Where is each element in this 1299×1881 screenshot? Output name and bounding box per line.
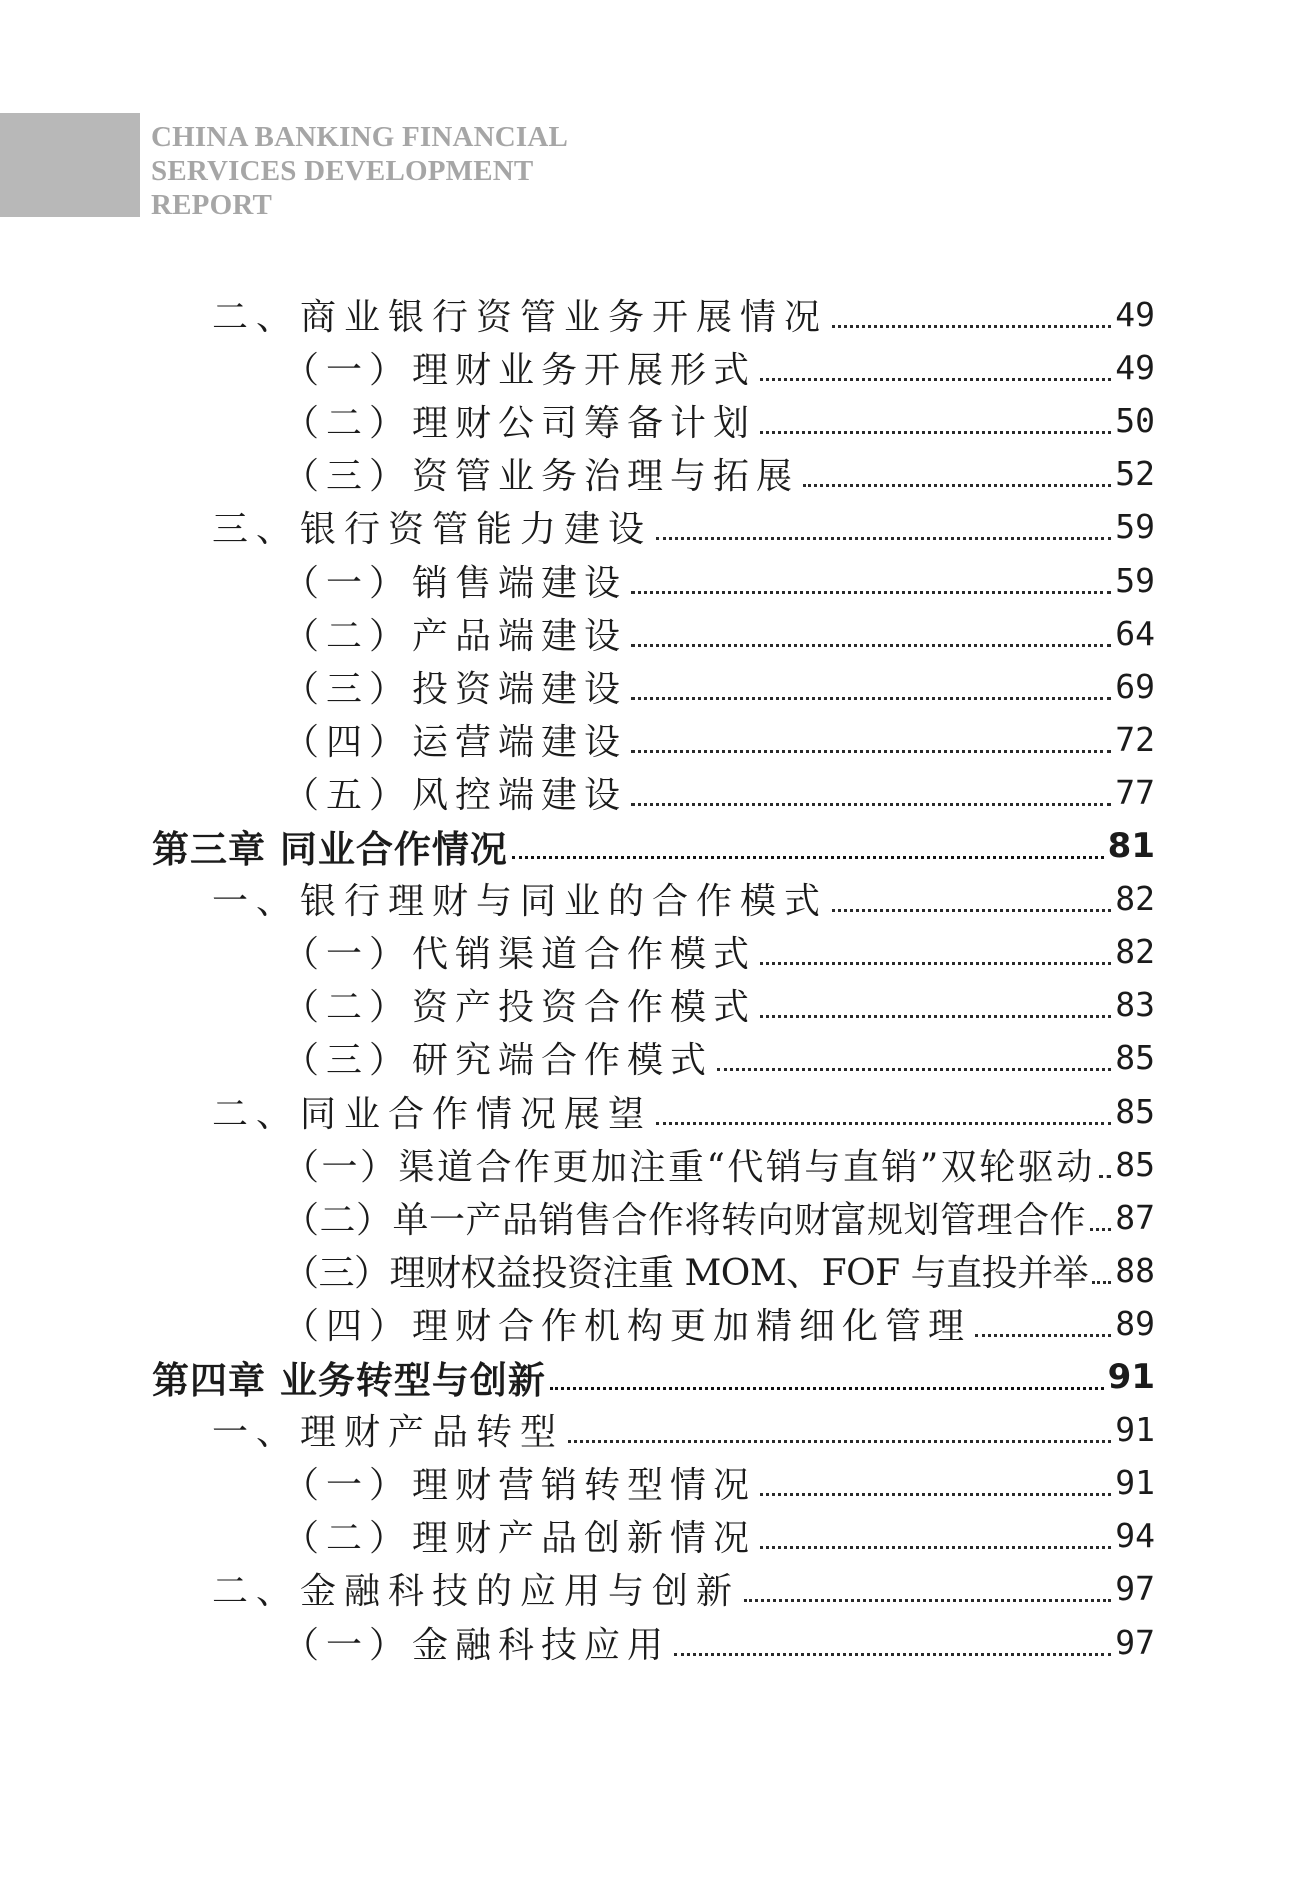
toc-entry-sub[interactable]: [283, 554, 1155, 607]
toc-entry-title: （四）运营端建设: [283, 721, 628, 763]
toc-entry-title: （一）代销渠道合作模式: [283, 934, 757, 976]
dot-leader: [760, 1015, 1111, 1018]
dot-leader: [832, 325, 1111, 328]
toc-entry-page-number: 49: [1115, 295, 1155, 334]
dot-leader: [631, 644, 1111, 647]
toc-entry-title: （五）风控端建设: [283, 774, 628, 816]
toc-entry-sub[interactable]: [283, 660, 1155, 713]
toc-entry-sub[interactable]: [283, 1191, 1155, 1244]
toc-entry-chapter[interactable]: [152, 819, 1155, 872]
toc-entry-chapter[interactable]: [152, 1350, 1155, 1403]
toc-entry-title: （一）金融科技应用: [283, 1624, 671, 1666]
dot-leader: [631, 591, 1111, 594]
toc-entry-sub[interactable]: [283, 607, 1155, 660]
toc-entry-sub[interactable]: [283, 1138, 1155, 1191]
toc-entry-page-number: 69: [1115, 666, 1155, 706]
toc-entry-page-number: 52: [1115, 454, 1155, 494]
toc-entry-title: 第四章 业务转型与创新: [152, 1358, 546, 1402]
toc-entry-section[interactable]: [212, 1562, 1155, 1615]
toc-entry-title: （一）销售端建设: [283, 562, 628, 604]
toc-entry-page-number: 77: [1115, 772, 1155, 812]
dot-leader: [631, 697, 1111, 700]
dot-leader: [760, 1546, 1111, 1549]
toc-entry-page-number: 85: [1115, 1038, 1155, 1078]
toc-entry-sub[interactable]: [283, 925, 1155, 978]
dot-leader: [1090, 1228, 1111, 1231]
toc-entry-section[interactable]: [212, 288, 1155, 341]
dot-leader: [760, 431, 1111, 434]
dot-leader: [760, 1493, 1111, 1496]
toc-entry-page-number: 91: [1115, 1463, 1155, 1503]
toc-entry-sub[interactable]: [283, 1456, 1155, 1509]
dot-leader: [803, 484, 1111, 487]
toc-entry-sub[interactable]: [283, 713, 1155, 766]
running-header: [151, 120, 568, 222]
toc-entry-page-number: 83: [1115, 985, 1155, 1025]
toc-entry-title: 二、同业合作情况展望: [212, 1093, 653, 1135]
toc-entry-page-number: 82: [1115, 932, 1155, 972]
dot-leader: [631, 803, 1111, 806]
toc-entry-sub[interactable]: [283, 1031, 1155, 1084]
toc-entry-title: 一、理财产品转型: [212, 1412, 565, 1454]
toc-entry-section[interactable]: [212, 1085, 1155, 1138]
toc-entry-sub[interactable]: [283, 1244, 1155, 1297]
toc-entry-title: （三）研究端合作模式: [283, 1040, 714, 1082]
dot-leader: [512, 856, 1104, 859]
running-header-line: SERVICES DEVELOPMENT: [151, 155, 534, 187]
toc-entry-page-number: 82: [1115, 879, 1155, 919]
toc-entry-page-number: 59: [1115, 507, 1155, 547]
toc-entry-page-number: 59: [1115, 560, 1155, 600]
dot-leader: [550, 1387, 1104, 1390]
toc-entry-sub[interactable]: [283, 1297, 1155, 1350]
toc-entry-page-number: 91: [1107, 1356, 1155, 1397]
dot-leader: [631, 750, 1111, 753]
toc-entry-page-number: 81: [1107, 825, 1155, 866]
toc-entry-page-number: 94: [1115, 1516, 1155, 1556]
toc-entry-title: 第三章 同业合作情况: [152, 827, 508, 871]
toc-entry-sub[interactable]: [283, 1616, 1155, 1669]
dot-leader: [674, 1653, 1111, 1656]
running-header-line: REPORT: [151, 189, 273, 221]
toc-entry-page-number: 50: [1115, 401, 1155, 441]
toc-entry-title: （二）资产投资合作模式: [283, 987, 757, 1029]
toc-entry-title: （一）渠道合作更加注重“代销与直销”双轮驱动: [283, 1146, 1095, 1188]
toc-entry-title: （一）理财营销转型情况: [283, 1465, 757, 1507]
dot-leader: [1099, 1175, 1111, 1178]
toc-entry-section[interactable]: [212, 1403, 1155, 1456]
toc-entry-page-number: 72: [1115, 719, 1155, 759]
toc-entry-title: （三）理财权益投资注重 MOM、FOF 与直投并举: [283, 1252, 1089, 1294]
dot-leader: [832, 909, 1111, 912]
toc-entry-sub[interactable]: [283, 766, 1155, 819]
toc-entry-page-number: 85: [1115, 1091, 1155, 1131]
toc-entry-page-number: 64: [1115, 613, 1155, 653]
dot-leader: [1092, 1281, 1111, 1284]
toc-entry-page-number: 49: [1115, 348, 1155, 388]
toc-entry-sub[interactable]: [283, 978, 1155, 1031]
toc-entry-title: （三）资管业务治理与拓展: [283, 456, 800, 498]
toc-entry-title: （二）理财公司筹备计划: [283, 403, 757, 445]
dot-leader: [744, 1599, 1111, 1602]
dot-leader: [656, 1122, 1111, 1125]
toc-entry-page-number: 85: [1115, 1144, 1155, 1184]
toc-entry-page-number: 87: [1115, 1197, 1155, 1237]
toc-entry-title: （一）理财业务开展形式: [283, 350, 757, 392]
toc-entry-title: （二）理财产品创新情况: [283, 1518, 757, 1560]
toc-entry-page-number: 97: [1115, 1622, 1155, 1662]
toc-entry-title: 三、银行资管能力建设: [212, 509, 653, 551]
toc-entry-sub[interactable]: [283, 394, 1155, 447]
toc-entry-title: 二、商业银行资管业务开展情况: [212, 297, 829, 338]
dot-leader: [760, 378, 1111, 381]
dot-leader: [760, 962, 1111, 965]
toc-entry-page-number: 97: [1115, 1569, 1155, 1609]
toc-entry-sub[interactable]: [283, 447, 1155, 500]
toc-entry-sub[interactable]: [283, 1509, 1155, 1562]
running-header-line: CHINA BANKING FINANCIAL: [151, 121, 569, 153]
toc-entry-page-number: 91: [1115, 1410, 1155, 1450]
dot-leader: [568, 1440, 1111, 1443]
toc-entry-title: 一、银行理财与同业的合作模式: [212, 881, 829, 923]
dot-leader: [656, 537, 1111, 540]
toc-entry-section[interactable]: [212, 500, 1155, 553]
toc-entry-sub[interactable]: [283, 341, 1155, 394]
toc-entry-title: 二、金融科技的应用与创新: [212, 1571, 741, 1613]
toc-entry-page-number: 89: [1115, 1303, 1155, 1343]
toc-entry-title: （二）产品端建设: [283, 615, 628, 657]
toc-entry-page-number: 88: [1115, 1250, 1155, 1290]
header-gray-block: [0, 113, 140, 217]
dot-leader: [975, 1334, 1111, 1337]
toc-entry-title: （二）单一产品销售合作将转向财富规划管理合作: [283, 1199, 1087, 1241]
toc-entry-title: （四）理财合作机构更加精细化管理: [283, 1305, 972, 1347]
toc-entry-title: （三）投资端建设: [283, 668, 628, 710]
dot-leader: [717, 1068, 1111, 1071]
toc-entry-section[interactable]: [212, 872, 1155, 925]
